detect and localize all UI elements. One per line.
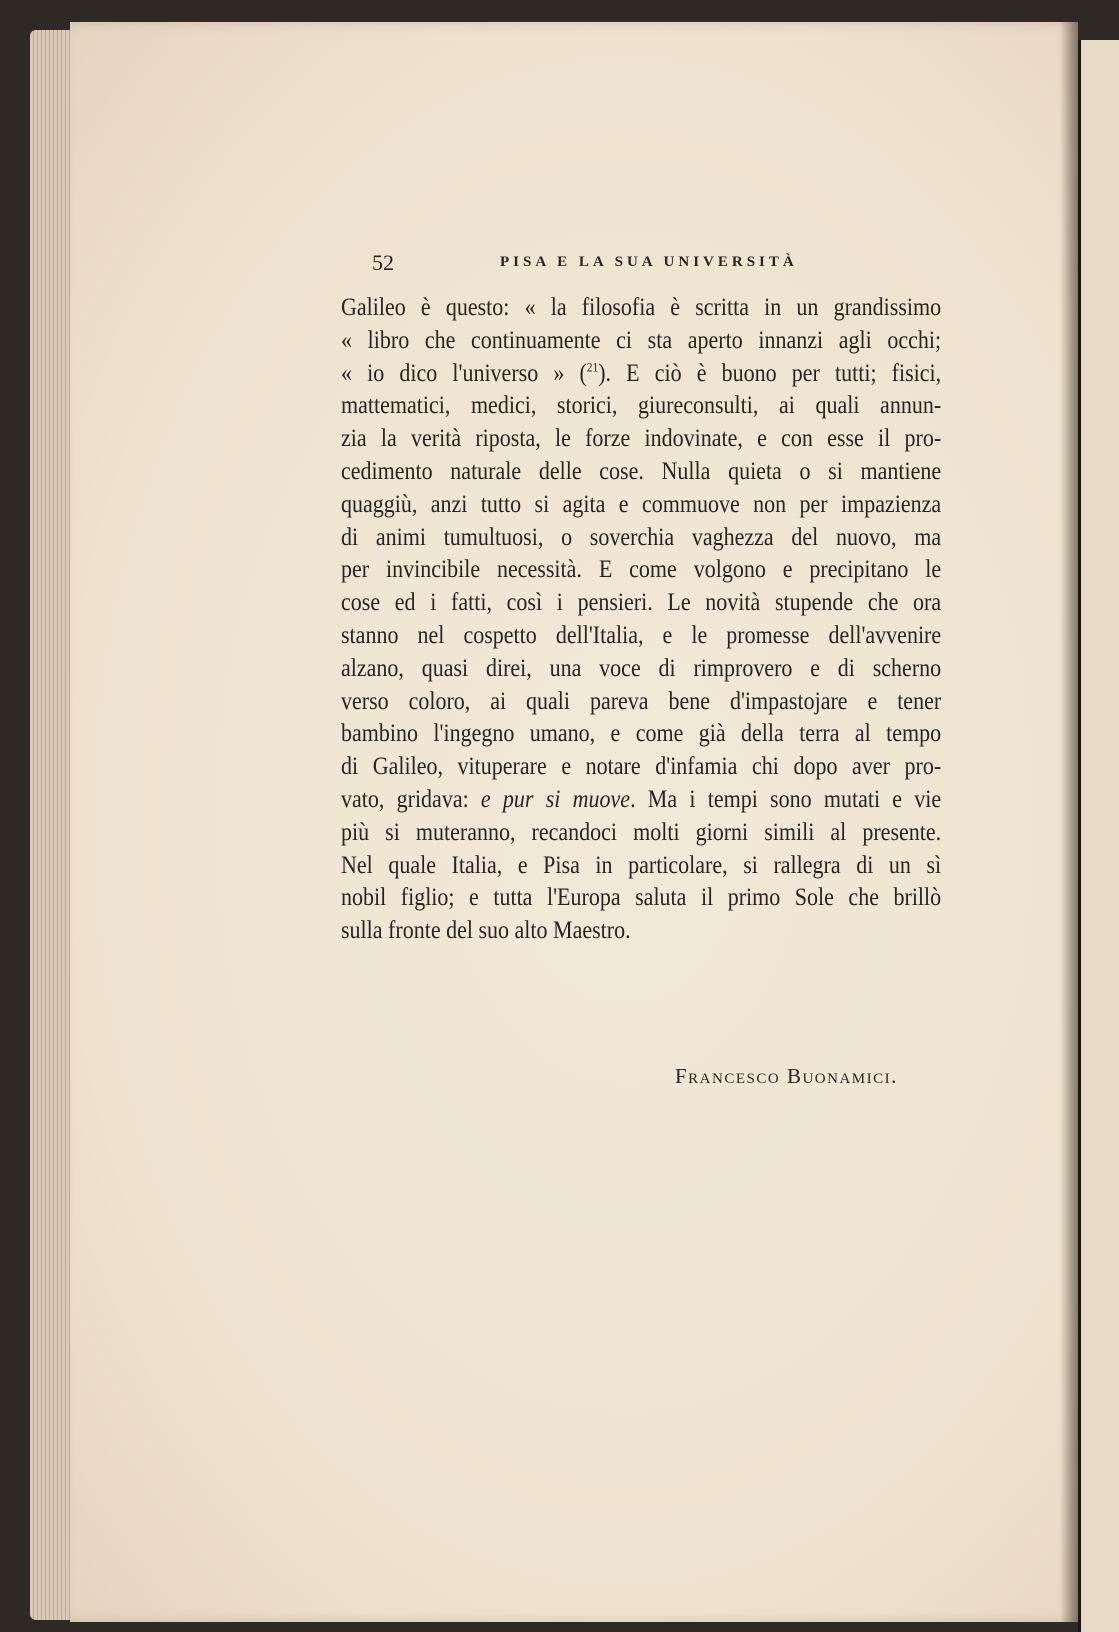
page-number: 52 [372, 250, 394, 275]
footnote-ref[interactable]: 21 [586, 359, 599, 375]
text-line: « libro che continuamente ci sta aperto innanzi agli occhi; [341, 326, 942, 354]
text-line: zia la verità riposta, le forze indovinate, e con esse il pro- [341, 425, 942, 453]
text-line: verso coloro, ai quali pareva bene d'impastojare e tener [341, 687, 942, 715]
text-line: vato, gridava: e pur si muove. Ma i tempi sono mutati e vie [341, 785, 942, 813]
text-line: Galileo è questo: « la filosofia è scritta in un grandissimo [341, 294, 942, 321]
facing-page-edge [1078, 40, 1119, 1632]
text-line: bambino l'ingegno umano, e come già della terra al tempo [341, 720, 942, 748]
text-line: « io dico l'universo » ($^{21}$). E ciò è buono per tutti; fisici, [341, 359, 942, 387]
text-line: alzano, quasi direi, una voce di rimprovero e di scherno [341, 654, 942, 682]
text-line: nobil figlio; e tutta l'Europa saluta il primo Sole che brillò [341, 884, 942, 912]
text-line: sulla fronte del suo alto Maestro. [341, 917, 631, 945]
gutter-shadow [1060, 22, 1078, 1622]
text-line: mattematici, medici, storici, giureconsulti, ai quali annun- [341, 392, 942, 420]
author-signature: Francesco Buonamici. [675, 1064, 898, 1088]
text-line: quaggiù, anzi tutto si agita e commuove non per impazienza [341, 490, 942, 518]
text-line: Nel quale Italia, e Pisa in particolare, si rallegra di un sì [341, 851, 942, 879]
text-line: più si muteranno, recandoci molti giorni simili al presente. [341, 818, 942, 846]
running-title: PISA E LA SUA UNIVERSITÀ [500, 254, 798, 270]
text-line: di Galileo, vituperare e notare d'infamia chi dopo aver pro- [341, 753, 942, 781]
text-line: per invincibile necessità. E come volgono e precipitano le [341, 556, 942, 584]
text-line: di animi tumultuosi, o soverchia vaghezza del nuovo, ma [341, 523, 942, 551]
text-line: cedimento naturale delle cose. Nulla quieta o si mantiene [341, 457, 942, 485]
text-line: stanno nel cospetto dell'Italia, e le promesse dell'avvenire [341, 621, 942, 649]
italic-phrase: e pur si muove [480, 785, 631, 813]
body-text [341, 292, 941, 948]
page-header [372, 250, 932, 280]
text-line: cose ed i fatti, così i pensieri. Le novità stupende che ora [341, 589, 942, 617]
